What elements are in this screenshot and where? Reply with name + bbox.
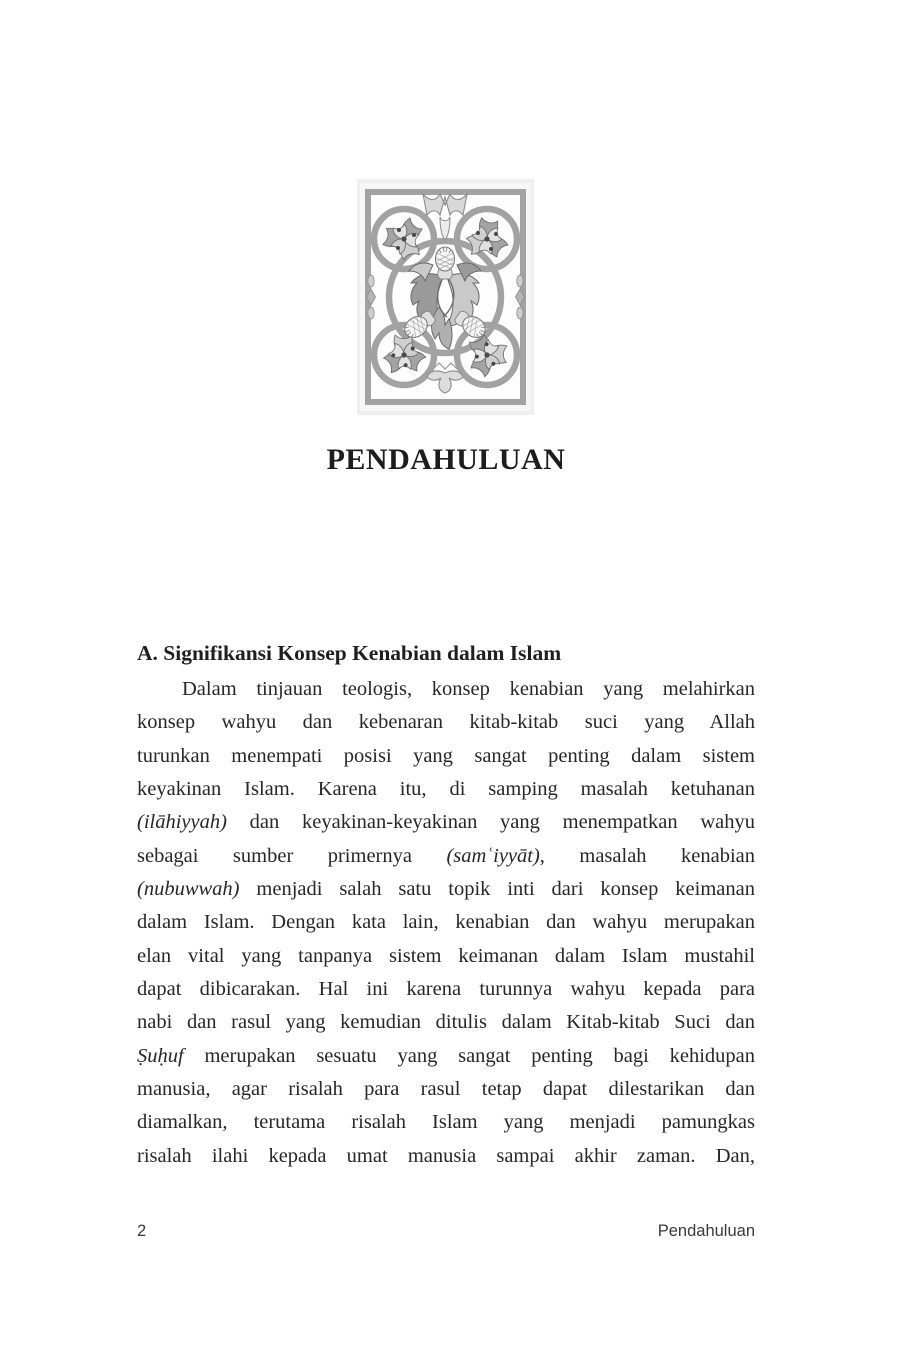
thistle-engraving-ornament: [357, 179, 534, 415]
body-paragraph: [137, 673, 755, 1173]
section-heading: A. Signifikansi Konsep Kenabian dalam Islam: [137, 641, 562, 665]
paragraph-line: konsep wahyu dan kebenaran kitab-kitab suci yang Allah: [137, 711, 755, 734]
running-title: Pendahuluan: [657, 1222, 755, 1240]
paragraph-line: turunkan menempati posisi yang sangat penting dalam sistem: [137, 744, 755, 767]
chapter-title: PENDAHULUAN: [326, 443, 566, 476]
paragraph-line: elan vital yang tanpanya sistem keimanan dalam Islam mustahil: [137, 944, 755, 967]
paragraph-line: sebagai sumber primernya (samʿiyyāt), masalah kenabian: [137, 844, 755, 867]
paragraph-line: keyakinan Islam. Karena itu, di samping masalah ketuhanan: [137, 778, 755, 801]
paragraph-line: dalam Islam. Dengan kata lain, kenabian dan wahyu merupakan: [137, 911, 755, 934]
page-footer: [137, 1222, 755, 1241]
paragraph-line: dapat dibicarakan. Hal ini karena turunnya wahyu kepada para: [137, 978, 755, 1001]
paragraph-line: (nubuwwah) menjadi salah satu topik inti dari konsep keimanan: [137, 878, 755, 901]
ornament-image: [357, 179, 534, 415]
paragraph-line: nabi dan rasul yang kemudian ditulis dalam Kitab-kitab Suci dan: [137, 1011, 755, 1034]
paragraph-line: Dalam tinjauan teologis, konsep kenabian yang melahirkan: [182, 678, 755, 700]
paragraph-line: Ṣuḥuf merupakan sesuatu yang sangat penting bagi kehidupan: [137, 1044, 755, 1067]
page-number: 2: [137, 1222, 147, 1240]
paragraph-line: (ilāhiyyah) dan keyakinan-keyakinan yang menempatkan wahyu: [137, 811, 755, 834]
paragraph-line: manusia, agar risalah para rasul tetap dapat dilestarikan dan: [137, 1078, 755, 1101]
paragraph-line: risalah ilahi kepada umat manusia sampai akhir zaman. Dan,: [137, 1144, 755, 1167]
paragraph-line: diamalkan, terutama risalah Islam yang menjadi pamungkas: [137, 1111, 755, 1134]
